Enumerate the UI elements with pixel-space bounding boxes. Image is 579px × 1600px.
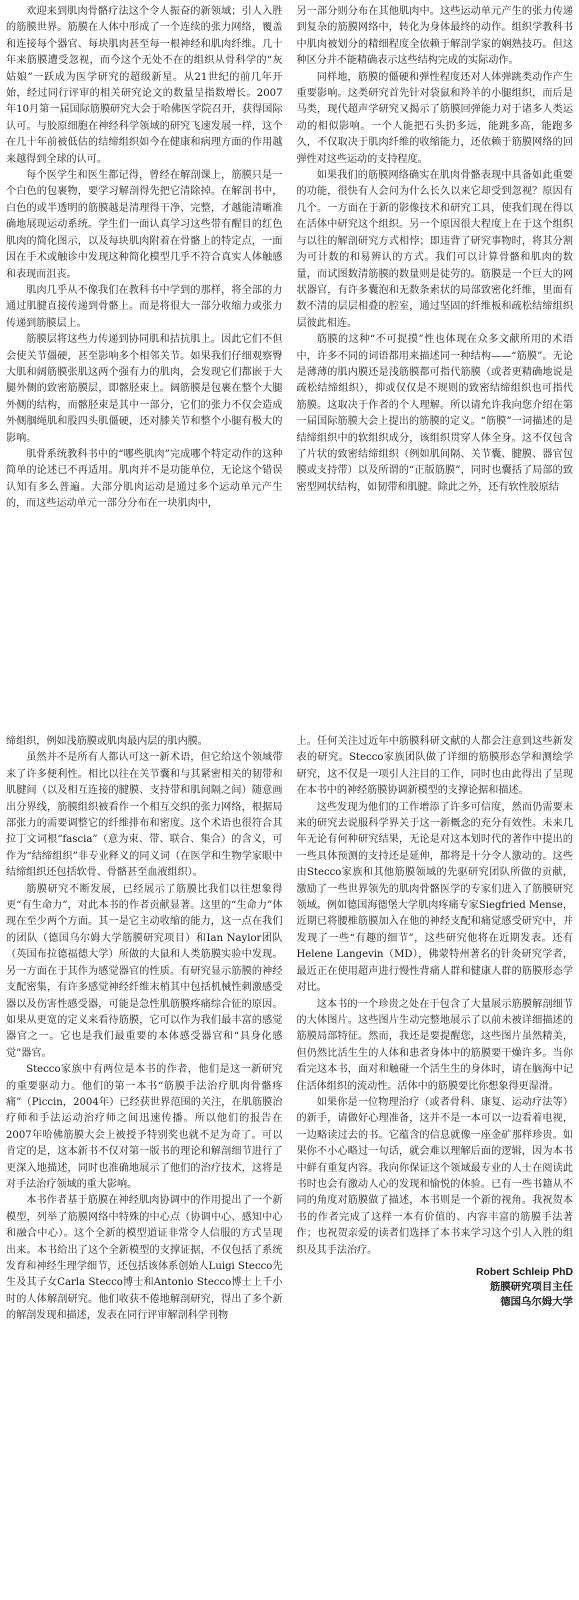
paragraph: 每个医学生和医生都记得，曾经在解剖课上，筋膜只是一个白色的包裹物，要学习解剖得先把它清除掉。在解剖书中，白色的或半透明的筋膜越是清理得干净、完整，才越能清晰准确地展现运动系统。学生们一面认真学习这些带有醒目的红色肌肉的简化图示，以及每块肌肉附着在骨骼上的特定点，一面因在手术或触诊中发现这种简化模型几乎不符合真实人体触感和表现而沮丧。 xyxy=(6,170,283,280)
paragraph: 筋膜研究不断发展，已经展示了筋膜比我们以往想象得更“有生命力”，对此本书的作者贡献显著。这里的“生命力”体现在至少两个方面。其一是它主动收缩的能力，这一点在我们的团队（德国乌尔姆大学筋膜研究项目）和Ian Naylor团队（英国布拉德福德大学）所做的大鼠和人类筋膜实验中发现。另一方面在于其作为感觉器官的性质。有研究显示筋膜的神经支配密集，有许多感觉神经纤维末梢其中包括机械性刺激感受器以及伤害性感受器，可能是急性肌筋膜疼痛综合征的原因。如果从更宽的定义来看待筋膜，它可以作为我们最丰富的感觉器官之一。它也是我们最重要的本体感受器官和“具身化感觉”器官。 xyxy=(6,883,283,1059)
paragraph: 虽然并不是所有人都认可这一新术语，但它给这个领域带来了许多便利性。相比以往在关节囊和与其紧密相关的韧带和肌腱间（以及相互连接的腱膜、支持带和肌间隔之间）随意画出分界线，筋膜组织被看作一个相互交织的张力网络，根据局部张力的需要调整它的纤维排布和密度。这个术语也很符合其拉丁文词根“fascia”（意为束、带、联合、集合）的含义，可作为“结缔组织”非专业释义的同义词（在医学和生物学家眼中结缔组织还包括软骨、骨骼甚至血液组织）。 xyxy=(6,752,283,879)
upper-left-column xyxy=(6,4,283,732)
paragraph: 欢迎来到肌肉骨骼疗法这个令人振奋的新领域；引人入胜的筋膜世界。筋膜在人体中形成了一个连续的张力网络，覆盖和连接每个器官、每块肌肉甚至每一根神经和肌肉纤维。几十年来筋膜遭受忽视，而今这个无处不在的组织从骨科学的“灰姑娘”一跃成为医学研究的超级新星。从21世纪的前几年开始，经过同行评审的相关研究论文的数量呈指数增长。2007年10月第一届国际筋膜研究大会于哈佛医学院召开，获得国际认可。与胶原细胞在神经科学领域的研究飞速发展一样，这个在几十年前被低估的结缔组织如今在健康和病理方面的作用越来越得到全球的认可。 xyxy=(6,6,283,165)
author-affiliation: 德国乌尔姆大学 xyxy=(500,1297,573,1308)
paragraph: 本书作者基于筋膜在神经肌肉协调中的作用提出了一个新模型，列举了筋膜网络中特殊的中心点（协调中心、感知中心和融合中心）。这个全新的模型道证非常令人信服的方式呈现出来。本书给出了这个全新模型的支撑证据，不仅包括了系统发育和神经生理学细节，还包括该体系创始人Luigi Stecco先生及其子女Carla Stecco博士和Antonio Stecco博士上千小时的人体解剖研究。他们收获不倦地解剖研究，得出了多个新的解剖发现和描述，发表在同行评审解剖科学刊物 xyxy=(6,1195,283,1322)
author-name: Robert Schleip PhD xyxy=(476,1267,573,1278)
paragraph: 这些发现为他们的工作增添了许多可信度，然而仍需要未来的研究去说服科学界关于这一新概念的充分有效性。未来几年无论有何种研究结果，无论是对这本划时代的著作中提出的一些具体预测的支持还是延伸，都将是十分令人激动的。这些由Stecco家族和其他筋膜领域的先驱研究团队所做的贡献，激励了一些世界领先的肌肉骨骼医学的专家们进入了筋膜研究领域。例如德国海德堡大学肌肉疼痛专家Siegfried Mense，近期已将腰椎筋膜加入在他的神经支配和痛觉感受研究中，并发现了一些“有趣的细节”，这些研究他将在近期发表。还有Helene Langevin（MD），佛蒙特州著名的针灸研究学者，最近正在使用超声进行慢性背痛人群和健康人群的筋膜形态学对比。 xyxy=(296,801,573,994)
lower-left-column xyxy=(6,734,283,1596)
paragraph-continued: 另一部分则分布在其他肌肉中。这些运动单元产生的张力传递到复杂的筋膜网络中，转化为身体最终的动作。组织学教科书中肌肉被划分的精细程度全依赖于解剖学家的娴熟技巧。但这种区分并不能精确表示这些结构完成的实际动作。 xyxy=(296,6,573,67)
author-signature xyxy=(297,1265,574,1310)
paragraph: Stecco家族中有两位是本书的作者，他们是这一新研究的重要驱动力。他们的第一本书“筋膜手法治疗肌肉骨骼疼痛”（Piccin，2004年）已经获世界范围的关注，在肌筋膜治疗师和手法运动治疗师之间迅速传播。所以他们的报告在2007年哈佛筋膜大会上被授予特别奖也就不足为奇了。可以肯定的是，这本新书不仅对第一版书的理论和解剖细节进行了更深入地描述，同时也准确地展示了他们的治疗技术，这将是对手法治疗领域的重大影响。 xyxy=(6,1064,283,1190)
paragraph: 肌骨系统教科书中的“哪些肌肉”完成哪个特定动作的这种简单的论述已不再适用。肌肉并不是功能单位，无论这个错误认知有多么普遍。大部分肌肉运动是通过多个运动单元产生的，而这些运动单元一部分分布在一块肌肉中， xyxy=(6,448,283,510)
upper-text-block xyxy=(6,4,573,732)
lower-right-column xyxy=(297,734,574,1596)
lower-text-block xyxy=(6,734,573,1596)
paragraph-continued: 上。任何关注过近年中筋膜科研文献的人都会注意到这些新发表的研究。Stecco家族团队做了详细的筋膜形态学和测绘学研究，这不仅是一项引人注目的工作，同时也由此得出了呈现在本书中的神经筋膜协调新模型的支撑论据和描述。 xyxy=(296,736,573,797)
paragraph: 肌肉几乎从不像我们在教科书中学到的那样，将全部的力通过肌腱直接传递到骨骼上。而是将很大一部分收缩力或张力传递到筋膜层上。 xyxy=(6,284,283,329)
paragraph: 筋膜的这种“不可捉摸”性也体现在众多文献所用的术语中，许多不同的词语都用来描述同一种结构——“筋膜”。无论是薄薄的肌内膜还是浅筋膜都可指代筋膜（或者更精确地说是疏松结缔组织），抑或仅仅是不规则的致密结缔组织也可指代筋膜。这取决于作者的个人理解。所以请允许我向您介绍在第一届国际筋膜大会上提出的筋膜的定义。“筋膜”一词描述的是结缔组织中的软组织成分，该组织贯穿人体全身。这不仅包含了片状的致密结缔组织（例如肌间隔、关节囊、腱膜、器官包膜或支持带）以及所谓的“正版筋膜”，同时也囊括了局部的致密型网状结构，如韧带和肌腱。除此之外，还有软性胶原结 xyxy=(296,334,573,493)
paragraph: 如果你是一位物理治疗（或者骨科、康复、运动疗法等）的新手，请做好心理准备，这并不是一本可以一边看着电视，一边略读过去的书。它蕴含的信息就像一座金矿那样珍贵。如果你不小心略过一句话，就会难以理解后面的逻辑，因为本书中鲜有重复内容。我向你保证这个领域最专业的人士在阅读此书时也会有激动人心的发现和愉悦的体验。已有一些书籍从不同的角度对筋膜做了描述，本书则是一个新的视角。我祝贺本书的作者完成了这样一本有价值的、内容丰富的筋膜手法著作；也祝贺亲爱的读者们选择了本书来学习这个引人入胜的组织及其手法治疗。 xyxy=(296,1096,573,1256)
paragraph: 筋膜层将这些力传递到协同肌和拮抗肌上。因此它们不但会使关节僵硬，甚至影响多个相邻关节。如果我们仔细观察臀大肌和阔筋膜张肌这两个强有力的肌肉，会发现它们都嵌于大腿外侧的致密筋膜层，即髂胫束上。阔筋膜是包裹在整个大腿外侧的结构，而髂胫束是其中一部分，它们的张力不仅会造成外侧腘绳肌和股四头肌僵硬，还对膝关节和整个小腿有极大的影响。 xyxy=(6,334,283,444)
paragraph: 如果我们的筋膜网络确实在肌肉骨骼表现中具备如此重要的功能，很快有人会问为什么长久以来它却受到忽视？原因有几个。一方面在于新的影像技术和研究工具，使我们现在得以在活体中研究这个组织。另一个原因很大程度上在于这个组织与以往的解剖研究方式相悖；即违背了研究事物时，将其分割为可计数的和易辨认的方式。我们可以计算骨骼和肌肉的数量，而试图数清筋膜的数量则是徒劳的。筋膜是一个巨大的网状器官，有许多囊泡和无数条索状的局部致密化纤维，里面有数不清的层层相叠的腔室，通过坚固的纤维板和疏松结缔组织层彼此相连。 xyxy=(296,170,573,329)
upper-right-column xyxy=(297,4,574,732)
paragraph: 同样地，筋膜的僵硬和弹性程度还对人体弹跳类动作产生重要影响。这类研究首先针对袋鼠和羚羊的小腿组织，而后是马类，现代超声学研究又揭示了筋膜回弹能力对于诸多人类运动的相似影响。一个人能把石头扔多远，能跳多高，能跑多久，不仅取决于肌肉纤维的收缩能力，还依赖于筋膜网络的回弹性对这些运动的支持程度。 xyxy=(296,71,573,165)
author-title: 筋膜研究项目主任 xyxy=(489,1282,573,1293)
paragraph-continued: 缔组织，例如浅筋膜或肌肉最内层的肌内膜。 xyxy=(6,736,208,747)
paragraph: 这本书的一个珍贵之处在于包含了大量展示筋膜解剖细节的大体图片。这些图片生动完整地展示了以前未被详细描述的筋膜局部特征。然而，我还是要提醒您，这些图片虽然精美，但仍然比活生生的人体和患者身体中的筋膜要干燥许多。当你看完这本书，面对和触碰一个活生生的身体时，请在脑海中记住活体组织的流动性。活体中的筋膜要比你想象得更湿滑。 xyxy=(296,998,573,1092)
